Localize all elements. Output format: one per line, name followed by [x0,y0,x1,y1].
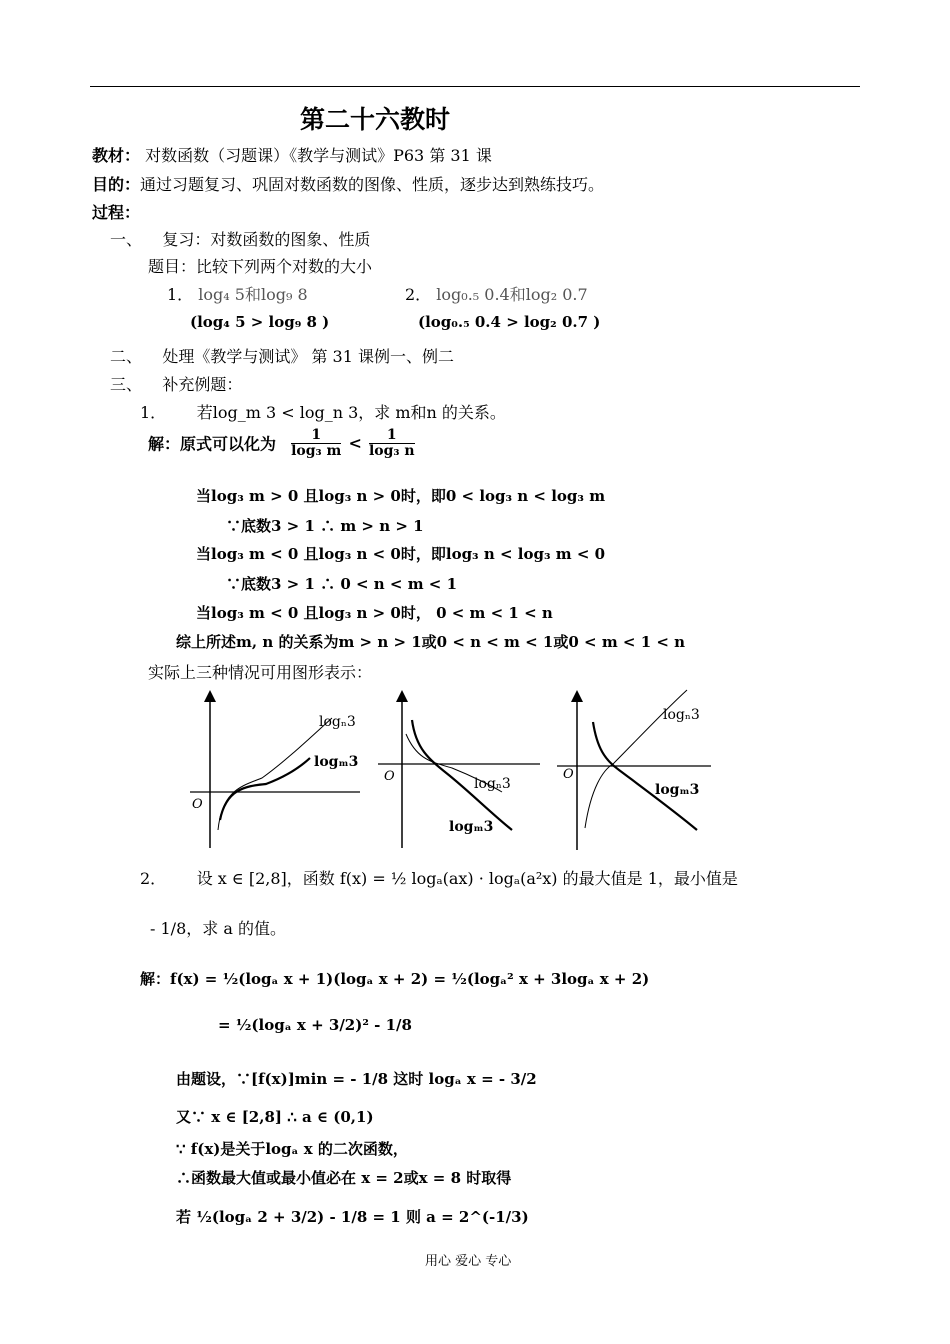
section-3-text: 补充例题： [162,375,243,394]
graph-case-2 [372,690,542,850]
case-1: 当log₃ m > 0 且log₃ n > 0时，即0 < log₃ n < log₃ m [196,487,606,505]
question-1-text: log₄ 5和log₉ 8 [198,285,308,304]
graph-1-curve-m [220,758,310,820]
example-2-text: 设 x ∈ [2,8]，函数 f(x) = ½ logₐ(ax) · logₐ(a²x) 的最大值是 1，最小值是 [196,869,738,888]
case-1-conclusion: ∵底数3 > 1 ∴ m > n > 1 [226,517,424,535]
problem-text: 题目：比较下列两个对数的大小 [148,257,373,276]
example-1-solution-head: 解：原式可以化为 $\frac{1}{\text{log₃ m}}$ < $\frac{1}{\text{log₃ n}}$ [148,427,415,459]
textbook-text: 对数函数（习题课）《教学与测试》P63 第 31 课 [145,146,492,165]
graph-3-curve-m [593,722,700,830]
section-1-num: 一、 [110,230,143,249]
textbook-line [92,143,492,166]
fraction-right-denominator: log₃ n [368,442,415,459]
question-1 [167,282,308,305]
question-1-num: 1． [167,285,194,304]
aim-line [92,172,604,195]
section-1-text: 复习：对数函数的图象、性质 [162,230,371,249]
section-1 [110,227,370,250]
graph-3-origin: O [563,767,574,782]
graph-intro: 实际上三种情况可用图形表示： [148,663,373,682]
case-3: 当log₃ m < 0 且log₃ n > 0时， 0 < m < 1 < n [196,604,553,622]
graph-2-curve-m [412,720,512,830]
process-label: 过程： [92,203,141,222]
example-2-solution-4: 又∵ x ∈ [2,8] ∴ a ∈ (0,1) [176,1108,374,1126]
graph-case-3 [553,688,713,853]
section-3-num: 三、 [110,375,143,394]
example-2-solution-2: = ½(logₐ x + 3/2)² - 1/8 [218,1016,412,1034]
example-2-text-2: - 1/8，求 a 的值。 [150,919,286,938]
fraction-left-numerator: 1 [291,428,341,444]
graph-3-label-m: logₘ3 [655,782,700,798]
aim-label: 目的： [92,175,141,194]
graph-1-curve-n [218,718,332,830]
solution-label: 解：原式可以化为 [148,434,277,454]
section-3 [110,372,242,395]
question-2 [405,282,588,305]
case-2-conclusion: ∵底数3 > 1 ∴ 0 < n < m < 1 [226,575,458,593]
graph-2-origin: O [384,769,395,784]
example-2-solution-3: 由题设，∵[f(x)]min = - 1/8 这时 logₐ x = - 3/2 [176,1070,537,1088]
case-2: 当log₃ m < 0 且log₃ n < 0时，即log₃ n < log₃ m < 0 [196,545,606,563]
section-2-num: 二、 [110,347,143,366]
example-1 [140,400,506,423]
section-2 [110,344,454,367]
page-footer: 用心 爱心 专心 [425,1254,512,1269]
graph-case-1 [182,690,362,850]
textbook-label: 教材： [92,146,141,165]
graph-1-label-n: logₙ3 [319,714,356,730]
question-2-num: 2． [405,285,432,304]
fraction-right [369,428,415,458]
fraction-left-denominator: log₃ m [291,442,342,459]
graph-1-label-m: logₘ3 [314,754,359,770]
question-1-answer: (log₄ 5 > log₉ 8 ) [190,313,330,331]
question-2-text: log₀.₅ 0.4和log₂ 0.7 [436,285,588,304]
section-2-text: 处理《教学与测试》 第 31 课例一、例二 [162,347,454,366]
example-1-num: 1． [140,403,167,422]
fraction-right-numerator: 1 [369,428,415,444]
fraction-left [291,428,341,458]
example-2-solution-6: ∴函数最大值或最小值必在 x = 2或x = 8 时取得 [176,1169,512,1187]
graph-2-label-n: logₙ3 [474,776,511,792]
example-1-text: 若log_m 3 < log_n 3，求 m和n 的关系。 [196,403,506,422]
summary: 综上所述m, n 的关系为m > n > 1或0 < n < m < 1或0 < m < 1 < n [176,633,686,651]
graph-2-label-m: logₘ3 [449,819,494,835]
example-2-num: 2． [140,869,167,888]
example-2-solution-5: ∵ f(x)是关于logₐ x 的二次函数， [176,1140,408,1158]
aim-text: 通过习题复习、巩固对数函数的图像、性质，逐步达到熟练技巧。 [140,175,605,194]
header-rule [90,86,860,87]
graph-3-label-n: logₙ3 [663,707,700,723]
example-2 [140,866,738,889]
example-2-solution-1: 解：f(x) = ½(logₐ x + 1)(logₐ x + 2) = ½(logₐ² x + 3logₐ x + 2) [140,970,650,988]
page-title: 第二十六教时 [300,105,451,134]
graph-1-origin: O [192,797,203,812]
example-2-solution-7: 若 ½(logₐ 2 + 3/2) - 1/8 = 1 则 a = 2^(-1/3) [176,1208,529,1226]
question-2-answer: (log₀.₅ 0.4 > log₂ 0.7 ) [418,313,601,331]
